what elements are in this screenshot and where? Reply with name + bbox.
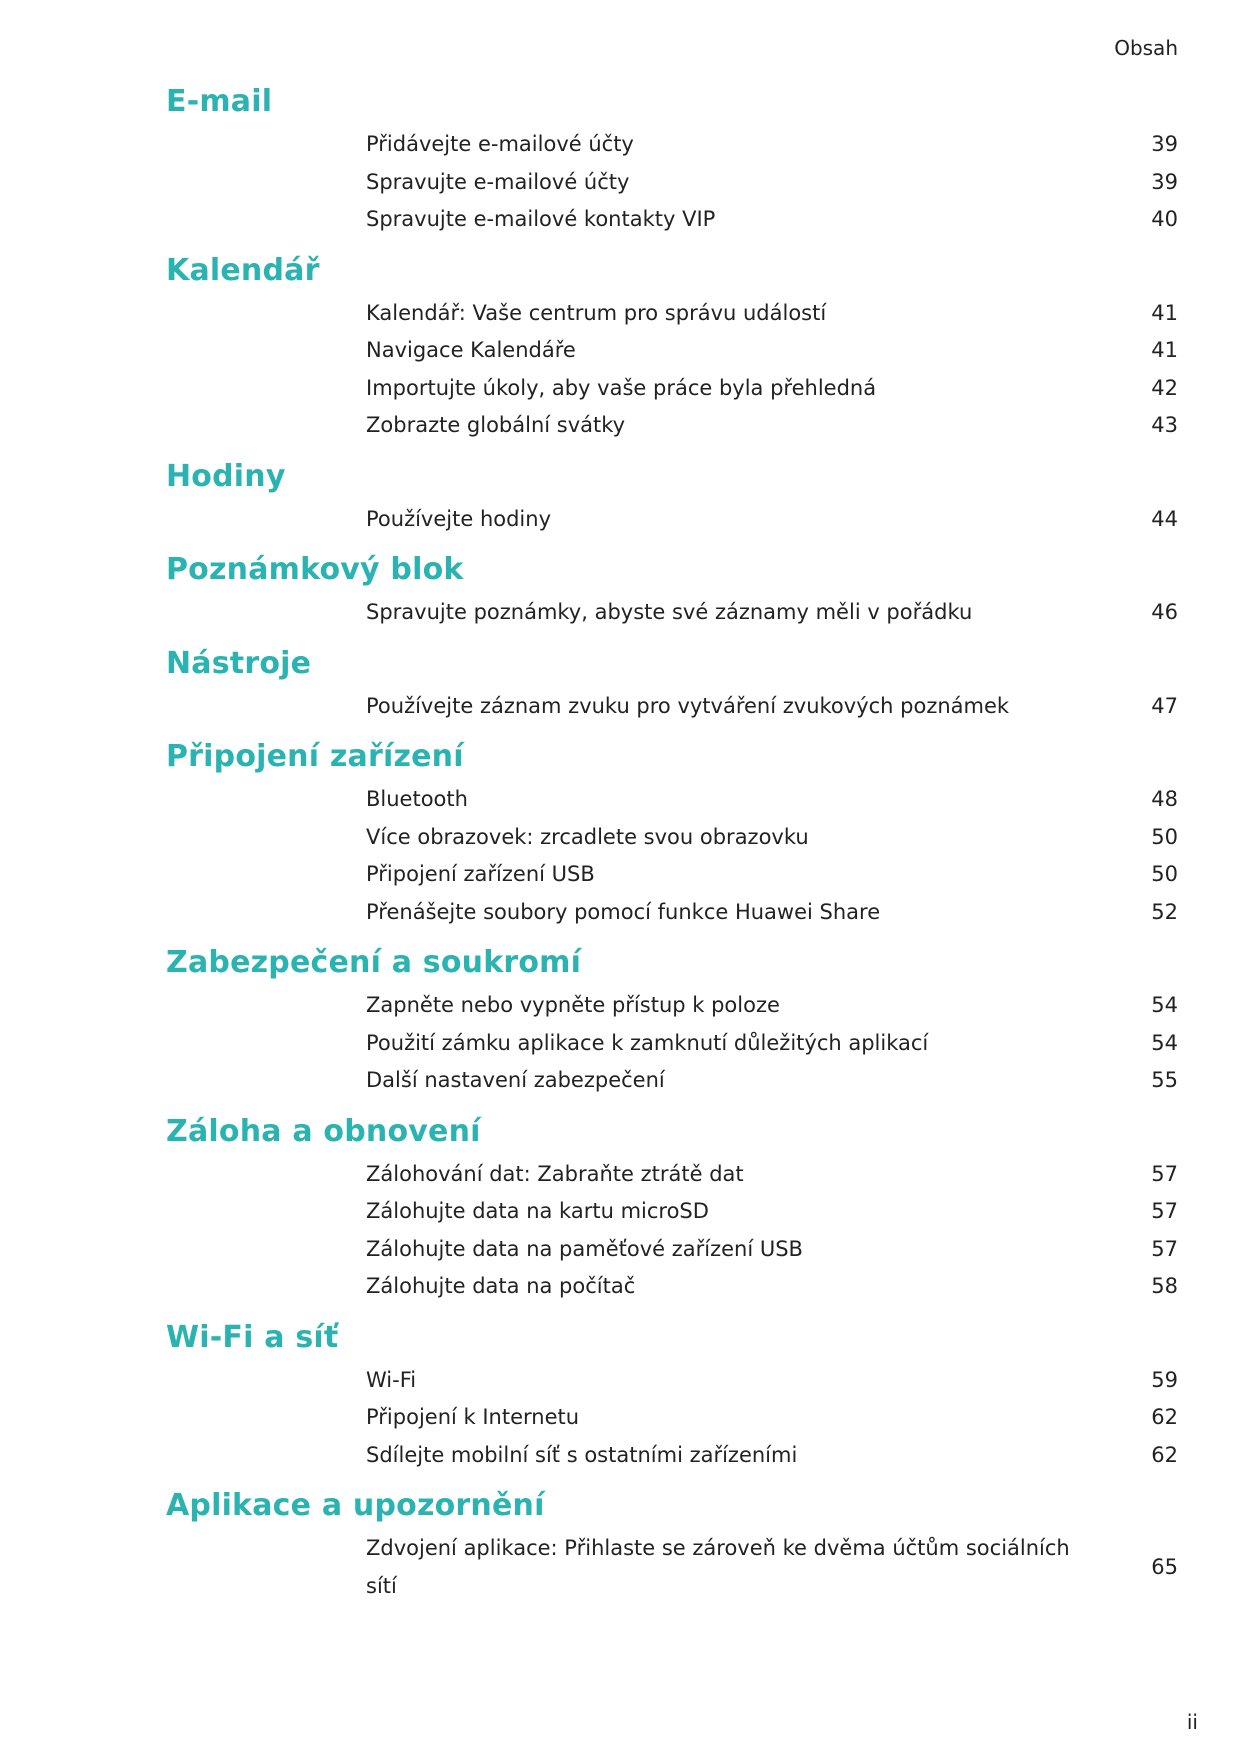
section-title[interactable]: Aplikace a upozornění bbox=[166, 1488, 545, 1523]
toc-entry[interactable] bbox=[166, 1231, 1178, 1269]
entry-page-number: 65 bbox=[1151, 1554, 1178, 1579]
entry-title: Zdvojení aplikace: Přihlaste se zároveň ke dvěma účtům sociálních sítí bbox=[366, 1536, 1070, 1598]
section-title[interactable]: Hodiny bbox=[166, 458, 286, 494]
toc-entry[interactable] bbox=[166, 819, 1178, 857]
entry-title: Navigace Kalendáře bbox=[366, 338, 576, 362]
entry-page-number: 50 bbox=[1151, 824, 1178, 849]
entry-page-number: 44 bbox=[1151, 506, 1178, 531]
entry-page-number: 48 bbox=[1151, 787, 1178, 811]
entry-title: Zálohování dat: Zabraňte ztrátě dat bbox=[366, 1161, 744, 1186]
entry-page-number: 59 bbox=[1151, 1367, 1178, 1392]
toc-entry[interactable] bbox=[166, 1156, 1178, 1194]
entry-page-number: 55 bbox=[1151, 1068, 1178, 1092]
entry-title: Importujte úkoly, aby vaše práce byla přehledná bbox=[366, 375, 877, 400]
toc-entry[interactable] bbox=[166, 407, 1178, 445]
toc-section-calendar bbox=[166, 247, 1178, 445]
toc-entry[interactable] bbox=[166, 201, 1178, 239]
entry-title: Zálohujte data na kartu microSD bbox=[366, 1199, 709, 1223]
entry-title: Používejte hodiny bbox=[366, 506, 552, 531]
toc-section-wifi-network bbox=[166, 1314, 1178, 1475]
toc-entry[interactable] bbox=[166, 1530, 1178, 1605]
entry-page-number: 62 bbox=[1151, 1405, 1178, 1429]
entry-title: Používejte záznam zvuku pro vytváření zvukových poznámek bbox=[366, 693, 1010, 718]
entry-title: Kalendář: Vaše centrum pro správu událostí bbox=[366, 300, 827, 325]
section-title[interactable]: Zabezpečení a soukromí bbox=[166, 945, 582, 980]
entry-page-number: 57 bbox=[1151, 1236, 1178, 1261]
entry-page-number: 40 bbox=[1151, 207, 1178, 231]
entry-page-number: 58 bbox=[1151, 1274, 1178, 1298]
toc-entry[interactable] bbox=[166, 1399, 1178, 1437]
entry-title: Zapněte nebo vypněte přístup k poloze bbox=[366, 993, 780, 1017]
toc-section-notepad bbox=[166, 546, 1178, 632]
toc-entry[interactable] bbox=[166, 295, 1178, 333]
toc-entry[interactable] bbox=[166, 1193, 1178, 1231]
toc-section-security-privacy bbox=[166, 939, 1178, 1100]
entry-page-number: 39 bbox=[1151, 132, 1178, 156]
entry-page-number: 46 bbox=[1151, 600, 1178, 624]
entry-page-number: 54 bbox=[1151, 1030, 1178, 1055]
toc-section-clock bbox=[166, 453, 1178, 539]
entry-title: Spravujte poznámky, abyste své záznamy měli v pořádku bbox=[366, 600, 973, 624]
toc-entry[interactable] bbox=[166, 164, 1178, 202]
entry-page-number: 57 bbox=[1151, 1199, 1178, 1223]
table-of-contents bbox=[166, 78, 1178, 1605]
entry-title: Spravujte e-mailové kontakty VIP bbox=[366, 207, 716, 231]
entry-title: Více obrazovek: zrcadlete svou obrazovku bbox=[366, 824, 809, 849]
toc-entry[interactable] bbox=[166, 1025, 1178, 1063]
entry-page-number: 52 bbox=[1151, 899, 1178, 924]
entry-title: Přenášejte soubory pomocí funkce Huawei Share bbox=[366, 899, 881, 924]
entry-title: Zálohujte data na počítač bbox=[366, 1274, 636, 1298]
entry-title: Další nastavení zabezpečení bbox=[366, 1068, 665, 1092]
toc-entry[interactable] bbox=[166, 370, 1178, 408]
entry-title: Připojení k Internetu bbox=[366, 1405, 580, 1429]
entry-page-number: 47 bbox=[1151, 693, 1178, 718]
entry-page-number: 54 bbox=[1151, 993, 1178, 1017]
toc-entry[interactable] bbox=[166, 987, 1178, 1025]
entry-title: Wi-Fi bbox=[366, 1367, 417, 1392]
toc-section-device-connection bbox=[166, 733, 1178, 931]
toc-entry[interactable] bbox=[166, 332, 1178, 370]
toc-entry[interactable] bbox=[166, 1062, 1178, 1100]
section-title[interactable]: Nástroje bbox=[166, 645, 312, 681]
toc-entry[interactable] bbox=[166, 781, 1178, 819]
toc-entry[interactable] bbox=[166, 1362, 1178, 1400]
entry-title: Použití zámku aplikace k zamknutí důležitých aplikací bbox=[366, 1030, 929, 1055]
entry-title: Přidávejte e-mailové účty bbox=[366, 132, 634, 156]
section-title[interactable]: E-mail bbox=[166, 84, 273, 119]
entry-page-number: 39 bbox=[1151, 169, 1178, 194]
toc-section-email bbox=[166, 78, 1178, 239]
toc-entry[interactable] bbox=[166, 1268, 1178, 1306]
toc-entry[interactable] bbox=[166, 594, 1178, 632]
entry-page-number: 50 bbox=[1151, 862, 1178, 886]
entry-title: Zálohujte data na paměťové zařízení USB bbox=[366, 1236, 803, 1261]
section-title[interactable]: Záloha a obnovení bbox=[166, 1113, 481, 1149]
toc-entry[interactable] bbox=[166, 501, 1178, 539]
entry-page-number: 42 bbox=[1151, 375, 1178, 400]
entry-title: Zobrazte globální svátky bbox=[366, 413, 626, 437]
entry-page-number: 57 bbox=[1151, 1161, 1178, 1186]
toc-section-backup-restore bbox=[166, 1108, 1178, 1306]
entry-title: Sdílejte mobilní síť s ostatními zařízeními bbox=[366, 1442, 798, 1467]
entry-title: Bluetooth bbox=[366, 787, 468, 811]
section-title[interactable]: Připojení zařízení bbox=[166, 739, 464, 774]
section-title[interactable]: Kalendář bbox=[166, 252, 320, 288]
toc-entry[interactable] bbox=[166, 688, 1178, 726]
running-header: Obsah bbox=[1114, 36, 1178, 60]
toc-section-apps-notifications bbox=[166, 1482, 1178, 1605]
section-title[interactable]: Poznámkový blok bbox=[166, 552, 464, 587]
toc-section-tools bbox=[166, 640, 1178, 726]
toc-entry[interactable] bbox=[166, 894, 1178, 932]
entry-page-number: 62 bbox=[1151, 1442, 1178, 1467]
entry-page-number: 41 bbox=[1151, 300, 1178, 325]
entry-title: Připojení zařízení USB bbox=[366, 862, 595, 886]
entry-title: Spravujte e-mailové účty bbox=[366, 169, 630, 194]
entry-page-number: 41 bbox=[1151, 338, 1178, 362]
entry-page-number: 43 bbox=[1151, 413, 1178, 437]
toc-entry[interactable] bbox=[166, 856, 1178, 894]
section-title[interactable]: Wi-Fi a síť bbox=[166, 1319, 339, 1355]
toc-entry[interactable] bbox=[166, 126, 1178, 164]
page-number: ii bbox=[1186, 1710, 1198, 1734]
toc-entry[interactable] bbox=[166, 1437, 1178, 1475]
